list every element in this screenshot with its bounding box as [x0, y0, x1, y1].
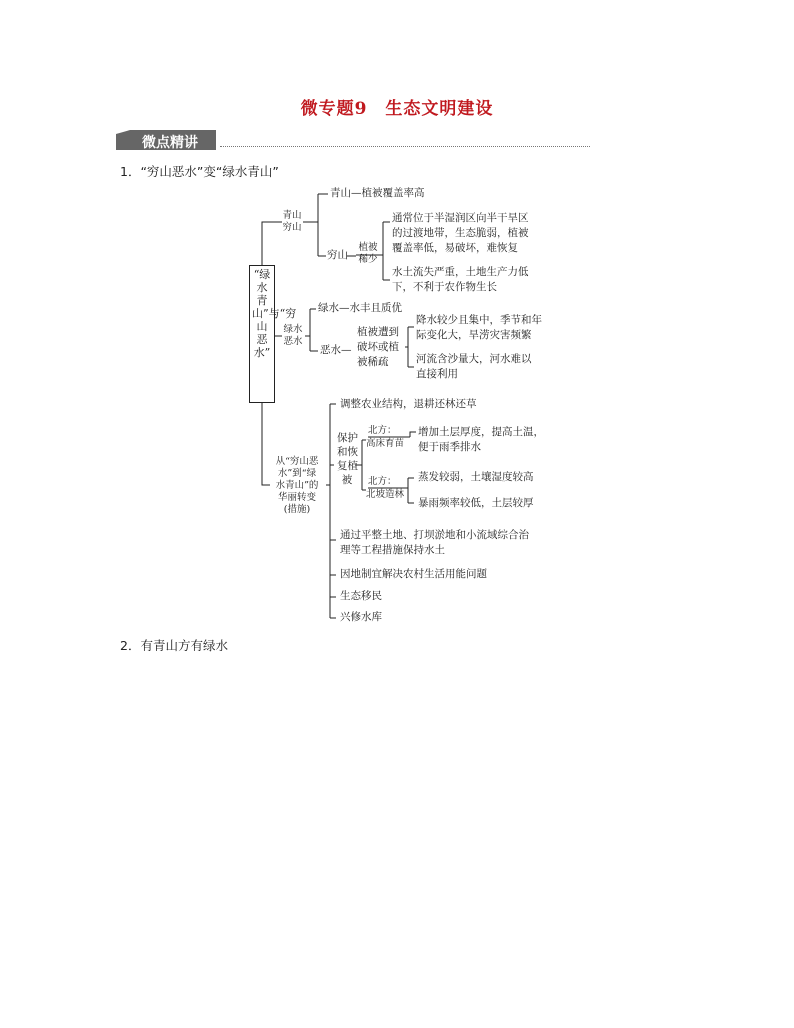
qingshan-text: 青山 — [282, 210, 302, 221]
eshui-detail-2-line-1: 河流含沙量大，河水难以 — [416, 353, 532, 365]
protect-label — [337, 431, 357, 487]
eshui-detail-2-line-2: 直接利用 — [416, 368, 458, 380]
qingshan-definition: 青山—植被覆盖率高 — [330, 187, 425, 199]
change-label-line-4: 华丽转变 — [277, 492, 316, 503]
qiongshan-detail-1 — [392, 211, 529, 256]
measure-6: 兴修水库 — [340, 611, 382, 623]
measure-4: 因地制宜解决农村生活用能问题 — [340, 568, 487, 580]
north-1-label: 北方： — [368, 425, 397, 436]
eshui-label: 恶水— — [320, 344, 352, 356]
eshui-detail-1-line-1: 降水较少且集中，季节和年 — [416, 314, 542, 326]
protect-line-1: 保护 — [337, 432, 358, 444]
qiongshan-text: 穷山 — [282, 222, 302, 233]
qiongshan-detail-2-line-1: 水土流失严重，土地生产力低 — [392, 266, 529, 278]
measure-3-line-2: 理等工程措施保持水土 — [340, 544, 445, 556]
measure-5: 生态移民 — [340, 590, 382, 602]
qiongshan-label: 穷山 — [327, 249, 348, 261]
change-label-line-3: 水青山”的 — [275, 480, 319, 491]
north-2-detail-2: 暴雨频率较低，土层较厚 — [418, 497, 534, 509]
eshui-text: 恶水 — [283, 336, 303, 347]
north-2-method: 北坡造林 — [366, 489, 405, 500]
qiongshan-detail-1-line-3: 覆盖率低，易破坏，难恢复 — [392, 242, 518, 254]
heading-1: 1．“穷山恶水”变“绿水青山” — [120, 164, 279, 179]
page-title: 微专题9 生态文明建设 — [300, 99, 494, 119]
eshui-detail-2 — [416, 352, 532, 382]
eshui-detail-1 — [416, 313, 542, 343]
protect-line-2: 和恢 — [337, 446, 358, 458]
change-label-line-1: 从“穷山恶 — [275, 456, 319, 467]
north-1-method: 高床育苗 — [366, 438, 405, 449]
eshui-detail-1-line-2: 际变化大，旱涝灾害频繁 — [416, 329, 532, 341]
zhibei-text: 植被 — [358, 242, 378, 253]
qiongshan-detail-2 — [392, 265, 529, 295]
xishao-text: 稀少 — [358, 254, 378, 265]
north-1-detail-line-2: 便于雨季排水 — [418, 441, 481, 453]
north-1-detail-line-1: 增加土层厚度，提高土温， — [418, 426, 544, 438]
lvshui-eshui-label — [282, 324, 304, 348]
change-label — [268, 456, 326, 516]
lvshui-text: 绿水 — [283, 324, 303, 335]
north-2-detail-1: 蒸发较弱，土壤湿度较高 — [418, 471, 534, 483]
protect-line-4: 被 — [341, 474, 353, 486]
section-label: 微点精讲 — [142, 135, 198, 151]
qiongshan-detail-1-line-1: 通常位于半湿润区向半干旱区 — [392, 212, 529, 224]
line-root-up — [262, 222, 282, 265]
change-label-line-2: 水”到“绿 — [277, 468, 317, 479]
eshui-cause-line-1: 植被遭到 — [357, 326, 399, 338]
north-1-detail — [418, 425, 544, 455]
measure-3-line-1: 通过平整土地、打坝淤地和小流域综合治 — [340, 529, 529, 541]
eshui-cause — [357, 325, 399, 370]
qiongshan-detail-1-line-2: 的过渡地带，生态脆弱，植被 — [392, 227, 529, 239]
qingshan-qiongshan-label — [281, 210, 303, 234]
eshui-cause-line-2: 破坏或植 — [357, 341, 399, 353]
north-2-label: 北方： — [368, 476, 397, 487]
qiongshan-detail-2-line-2: 下，不利于农作物生长 — [392, 281, 497, 293]
change-label-line-5: (措施) — [283, 504, 311, 515]
lvshui-definition: 绿水—水丰且质优 — [318, 302, 402, 314]
heading-2: 2．有青山方有绿水 — [120, 638, 228, 653]
eshui-cause-line-3: 被稀疏 — [357, 356, 389, 368]
measure-1: 调整农业结构，退耕还林还草 — [340, 398, 477, 410]
measure-3 — [340, 528, 529, 558]
protect-line-3: 复植 — [337, 460, 358, 472]
root-label: “绿水青山”与“穷山恶水” — [252, 268, 297, 359]
zhibei-xishao-label — [356, 242, 380, 266]
